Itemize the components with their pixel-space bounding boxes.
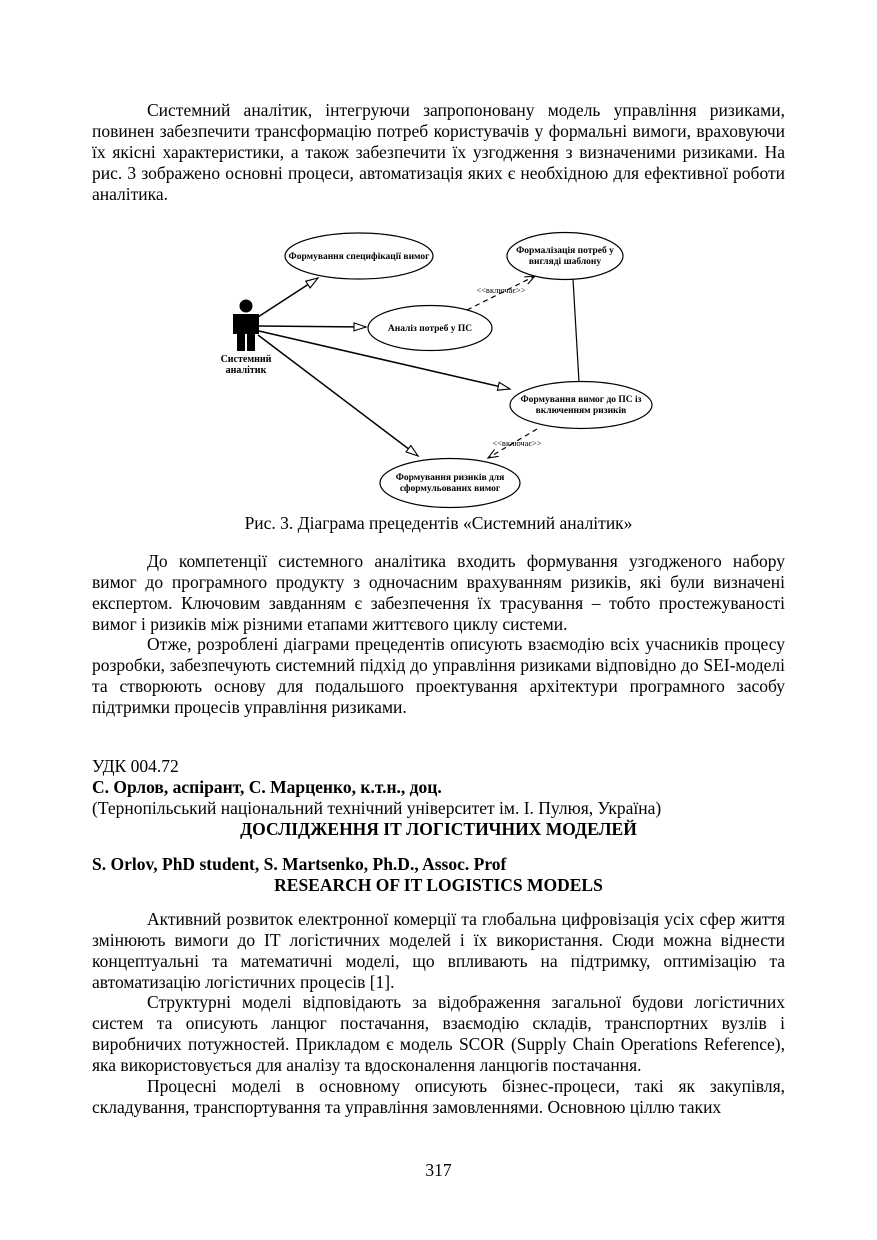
article-title-ua: ДОСЛІДЖЕННЯ ІТ ЛОГІСТИЧНИХ МОДЕЛЕЙ xyxy=(240,819,637,839)
article2-paragraph-2-block xyxy=(92,992,785,1076)
association-to-spec xyxy=(258,278,318,317)
figure-caption: Рис. 3. Діаграма прецедентів «Системний аналітик» xyxy=(244,513,633,533)
usecase-requirements-ellipse xyxy=(510,382,652,429)
actor-label-line2: аналітик xyxy=(225,365,267,376)
page-number: 317 xyxy=(425,1160,452,1180)
after-figure-paragraph-2-block xyxy=(92,634,785,718)
intro-paragraph: Системний аналітик, інтегруючи запропоновану модель управління ризиками, повинен забезпечити трансформацію потреб користувачів у формальні вимоги, враховуючи їх якісні характеристики, а також забезпечити їх узгодження з визначеними ризиками. На рис. 3 зображено основні процеси, автоматизація яких є необхідною для ефективної роботи аналітика. xyxy=(92,100,785,204)
article2-paragraph-1: Активний розвиток електронної комерції та глобальна цифровізація усіх сфер життя змінюють вимоги до ІТ логістичних моделей і їх використання. Сюди можна віднести концептуальні та математичні моделі, що впливають на підтримку, оптимізацію та автоматизацію логістичних процесів [1]. xyxy=(92,909,785,992)
usecase-analysis-label: Аналіз потреб у ПС xyxy=(387,324,473,334)
usecase-spec-label: Формування специфікації вимог xyxy=(288,252,430,262)
article2-paragraph-2: Структурні моделі відповідають за відображення загальної будови логістичних систем та описують ланцюг постачання, взаємодію складів, транспортних вузлів і виробничих потужностей. Прикладом є модель SCOR (Supply Chain Operations Reference), яка використовується для аналізу та вдосконалення ланцюгів постачання. xyxy=(92,992,785,1075)
authors-ua: С. Орлов, аспірант, С. Марценко, к.т.н., доц. xyxy=(92,777,442,797)
after-figure-paragraph-1-block xyxy=(92,551,785,635)
include-label-2: <<включає>> xyxy=(492,438,542,448)
affiliation-ua: (Тернопільський національний технічний університет ім. І. Пулюя, Україна) xyxy=(92,798,662,818)
include-label-1: <<включає>> xyxy=(476,285,526,295)
usecase-risks-ellipse xyxy=(380,459,520,508)
actor-head xyxy=(240,300,253,313)
udc-line: УДК 004.72 xyxy=(92,756,179,776)
actor-torso xyxy=(233,314,259,334)
actor-label-line1: Системний xyxy=(220,354,272,365)
after-figure-paragraph-1: До компетенції системного аналітика входить формування узгодженого набору вимог до програмного продукту з одночасним врахуванням ризиків, які були визначені експертом. Ключовим завданням є забезпечення їх трасування – тобто простежуваності вимог і ризиків між різними етапами життєвого циклу системи. xyxy=(92,551,785,634)
article2-paragraph-1-block xyxy=(92,909,785,993)
after-figure-paragraph-2: Отже, розроблені діаграми прецедентів описують взаємодію всіх учасників процесу розробки, забезпечують системний підхід до управління ризиками відповідно до SEI-моделі та створюють основу для подальшого проектування архітектури програмного засобу підтримки процесів управління ризиками. xyxy=(92,634,785,717)
article2-paragraph-3-block xyxy=(92,1076,785,1118)
actor-leg-left xyxy=(237,334,245,351)
usecase-requirements-label-1: Формування вимог до ПС із xyxy=(520,395,642,405)
usecase-risks-label-2: сформульованих вимог xyxy=(399,484,501,494)
article2-paragraph-3: Процесні моделі в основному описують бізнес-процеси, такі як закупівля, складування, транспортування та управління замовленнями. Основною ціллю таких xyxy=(92,1076,785,1117)
usecase-formalization-label-2: вигляді шаблону xyxy=(528,257,602,267)
intro-paragraph-block xyxy=(92,100,785,205)
usecase-formalization-ellipse xyxy=(507,233,623,280)
actor-systems-analyst xyxy=(233,300,259,352)
association-to-analysis xyxy=(258,326,366,327)
use-case-diagram xyxy=(0,225,877,517)
article-title-en: RESEARCH OF IT LOGISTICS MODELS xyxy=(274,875,603,895)
actor-associations xyxy=(258,278,510,456)
authors-en: S. Orlov, PhD student, S. Martsenko, Ph.D., Assoc. Prof xyxy=(92,854,507,874)
usecase-formalization-label-1: Формалізація потреб у xyxy=(516,246,614,256)
actor-leg-right xyxy=(247,334,255,351)
usecase-risks-label-1: Формування ризиків для xyxy=(395,473,505,483)
association-to-risks xyxy=(258,335,418,456)
usecase-requirements-label-2: включенням ризиків xyxy=(535,406,627,416)
connector-formalization-to-requirements xyxy=(573,279,579,382)
